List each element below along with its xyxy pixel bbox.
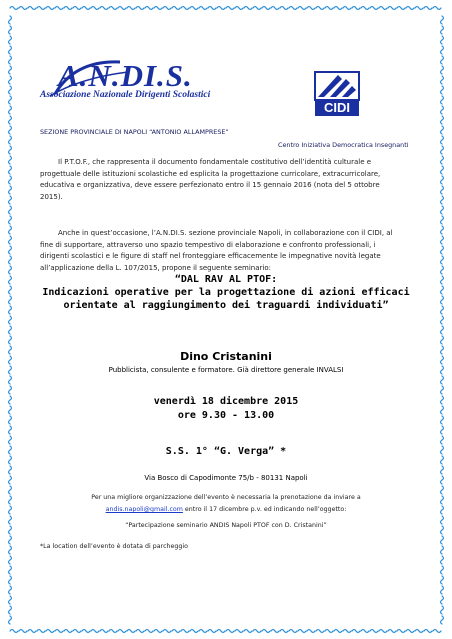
border-ornament — [9, 106, 12, 114]
border-ornament — [316, 630, 324, 633]
border-ornament — [280, 630, 288, 633]
border-ornament — [352, 630, 360, 633]
border-ornament — [441, 336, 444, 344]
border-ornament — [361, 7, 369, 10]
border-ornament — [9, 406, 12, 414]
border-ornament — [441, 376, 444, 384]
border-ornament — [433, 7, 441, 10]
border-ornament — [9, 336, 12, 344]
border-ornament — [9, 506, 12, 514]
border-ornament — [9, 456, 12, 464]
border-ornament — [19, 630, 27, 633]
border-ornament — [9, 256, 12, 264]
border-ornament — [262, 630, 270, 633]
border-ornament — [109, 7, 117, 10]
border-ornament — [361, 630, 369, 633]
border-ornament — [9, 366, 12, 374]
border-ornament — [441, 346, 444, 354]
border-ornament — [172, 7, 180, 10]
border-ornament — [73, 7, 81, 10]
border-ornament — [441, 196, 444, 204]
border-ornament — [379, 7, 387, 10]
border-ornament — [441, 266, 444, 274]
border-ornament — [307, 7, 315, 10]
seminar-title-line2: Indicazioni operative per la progettazione di azioni efficaci — [42, 287, 410, 298]
border-ornament — [441, 126, 444, 134]
border-ornament — [235, 7, 243, 10]
event-datetime — [20, 395, 432, 423]
border-ornament — [217, 630, 225, 633]
border-ornament — [441, 426, 444, 434]
border-ornament — [172, 630, 180, 633]
border-ornament — [9, 326, 12, 334]
section-label: SEZIONE PROVINCIALE DI NAPOLI “ANTONIO ALLAMPRESE” — [40, 128, 229, 136]
intro-text: Il P.T.O.F., che rappresenta il documento fondamentale costitutivo dell’identità culturale e progettuale delle istituzioni scolastiche ed esplicita la progettazione curricolare, extracurricolare, educativa e organizzativa, deve essere perfezionato entro il 15 gennaio 2016 (nota del 5 ottobre 2015). — [40, 158, 381, 201]
cidi-logo-name: CIDI — [324, 100, 350, 115]
border-ornament — [9, 556, 12, 564]
border-ornament — [9, 346, 12, 354]
border-ornament — [415, 7, 423, 10]
border-ornament — [280, 7, 288, 10]
border-ornament — [441, 86, 444, 94]
border-ornament — [9, 586, 12, 594]
border-ornament — [441, 556, 444, 564]
border-ornament — [19, 7, 27, 10]
booking-email-link[interactable]: andis.napoli@gmail.com — [105, 506, 183, 513]
border-ornament — [397, 7, 405, 10]
border-ornament — [9, 616, 12, 624]
border-ornament — [9, 226, 12, 234]
border-ornament — [388, 7, 396, 10]
border-ornament — [441, 306, 444, 314]
border-ornament — [441, 506, 444, 514]
border-ornament — [9, 416, 12, 424]
border-ornament — [441, 206, 444, 214]
border-ornament — [46, 630, 54, 633]
border-ornament — [441, 166, 444, 174]
event-date: venerdì 18 dicembre 2015 — [153, 396, 299, 407]
border-ornament — [441, 526, 444, 534]
border-ornament — [145, 7, 153, 10]
border-ornament — [9, 16, 12, 24]
border-ornament — [9, 446, 12, 454]
border-ornament — [441, 576, 444, 584]
border-ornament — [397, 630, 405, 633]
border-ornament — [9, 566, 12, 574]
border-ornament — [307, 630, 315, 633]
border-ornament — [441, 466, 444, 474]
border-ornament — [271, 630, 279, 633]
seminar-title-line3: orientate al raggiungimento dei traguardi individuati” — [63, 300, 389, 311]
border-ornament — [91, 630, 99, 633]
border-ornament — [271, 7, 279, 10]
border-ornament — [9, 316, 12, 324]
border-ornament — [9, 526, 12, 534]
border-ornament — [352, 7, 360, 10]
border-ornament — [343, 7, 351, 10]
border-ornament — [9, 496, 12, 504]
booking-line1: Per una migliore organizzazione dell’evento è necessaria la prenotazione da inviare a — [91, 494, 361, 501]
border-ornament — [441, 386, 444, 394]
border-ornament — [441, 456, 444, 464]
andis-logo-name: A.N.DI.S. — [58, 58, 193, 93]
border-ornament — [9, 576, 12, 584]
event-venue: S.S. 1° “G. Verga” * — [165, 446, 287, 457]
border-ornament — [9, 246, 12, 254]
border-ornament — [91, 7, 99, 10]
border-ornament — [441, 76, 444, 84]
border-ornament — [406, 7, 414, 10]
border-ornament — [9, 206, 12, 214]
border-ornament — [441, 486, 444, 494]
border-ornament — [379, 630, 387, 633]
border-ornament — [10, 7, 18, 10]
cidi-full-name: Centro Iniziativa Democratica Insegnanti — [278, 141, 409, 149]
border-ornament — [9, 136, 12, 144]
border-ornament — [441, 446, 444, 454]
border-ornament — [9, 26, 12, 34]
border-ornament — [28, 630, 36, 633]
border-ornament — [9, 286, 12, 294]
border-ornament — [441, 596, 444, 604]
border-ornament — [370, 7, 378, 10]
border-ornament — [9, 56, 12, 64]
border-ornament — [441, 236, 444, 244]
border-ornament — [253, 7, 261, 10]
border-ornament — [9, 276, 12, 284]
border-ornament — [441, 366, 444, 374]
border-ornament — [9, 606, 12, 614]
border-ornament — [441, 566, 444, 574]
border-ornament — [441, 156, 444, 164]
booking-line2-text: entro il 17 dicembre p.v. ed indicando nell’oggetto: — [182, 506, 347, 513]
andis-logo-subtitle: Associazione Nazionale Dirigenti Scolastici — [40, 90, 211, 100]
seminar-title — [20, 273, 432, 312]
border-ornament — [441, 606, 444, 614]
border-ornament — [136, 630, 144, 633]
border-ornament — [9, 76, 12, 84]
border-ornament — [441, 226, 444, 234]
border-ornament — [441, 536, 444, 544]
border-ornament — [9, 96, 12, 104]
border-ornament — [424, 7, 432, 10]
border-ornament — [441, 546, 444, 554]
speaker-description: Pubblicista, consulente e formatore. Già direttore generale INVALSI — [108, 366, 344, 374]
border-ornament — [298, 630, 306, 633]
border-ornament — [118, 7, 126, 10]
border-ornament — [127, 630, 135, 633]
border-ornament — [37, 630, 45, 633]
border-ornament — [100, 630, 108, 633]
border-ornament — [9, 356, 12, 364]
border-ornament — [190, 630, 198, 633]
border-ornament — [9, 596, 12, 604]
border-ornament — [181, 7, 189, 10]
border-ornament — [441, 116, 444, 124]
border-ornament — [441, 106, 444, 114]
proposal-paragraph — [40, 228, 402, 274]
border-ornament — [82, 630, 90, 633]
border-ornament — [441, 26, 444, 34]
border-ornament — [9, 176, 12, 184]
border-ornament — [441, 296, 444, 304]
border-ornament — [415, 630, 423, 633]
border-ornament — [441, 476, 444, 484]
border-ornament — [441, 16, 444, 24]
border-ornament — [441, 216, 444, 224]
border-ornament — [181, 630, 189, 633]
border-ornament — [441, 146, 444, 154]
border-ornament — [9, 386, 12, 394]
border-ornament — [441, 516, 444, 524]
border-ornament — [262, 7, 270, 10]
border-ornament — [424, 630, 432, 633]
border-ornament — [441, 586, 444, 594]
border-ornament — [9, 516, 12, 524]
border-ornament — [9, 546, 12, 554]
border-ornament — [388, 630, 396, 633]
border-ornament — [9, 46, 12, 54]
border-ornament — [9, 66, 12, 74]
border-ornament — [9, 236, 12, 244]
event-address: Via Bosco di Capodimonte 75/b - 80131 Napoli — [144, 474, 308, 482]
border-ornament — [253, 630, 261, 633]
border-ornament — [154, 7, 162, 10]
border-ornament — [441, 176, 444, 184]
border-ornament — [441, 356, 444, 364]
border-ornament — [9, 196, 12, 204]
border-ornament — [441, 36, 444, 44]
seminar-title-line1: “DAL RAV AL PTOF: — [174, 274, 278, 285]
border-ornament — [154, 630, 162, 633]
border-ornament — [109, 630, 117, 633]
border-ornament — [441, 416, 444, 424]
border-ornament — [441, 276, 444, 284]
border-ornament — [289, 630, 297, 633]
border-ornament — [118, 630, 126, 633]
border-ornament — [199, 7, 207, 10]
parking-footnote: *La location dell’evento è dotata di parcheggio — [40, 543, 189, 550]
border-ornament — [9, 296, 12, 304]
border-ornament — [441, 436, 444, 444]
booking-subject: “Partecipazione seminario ANDIS Napoli PTOF con D. Cristanini” — [125, 522, 327, 529]
border-ornament — [64, 630, 72, 633]
intro-paragraph — [40, 157, 402, 203]
border-ornament — [64, 7, 72, 10]
border-ornament — [316, 7, 324, 10]
border-ornament — [208, 630, 216, 633]
border-ornament — [343, 630, 351, 633]
border-ornament — [163, 7, 171, 10]
border-ornament — [441, 56, 444, 64]
border-ornament — [325, 630, 333, 633]
border-ornament — [441, 66, 444, 74]
cidi-logo — [312, 70, 362, 118]
border-ornament — [9, 466, 12, 474]
border-ornament — [163, 630, 171, 633]
border-ornament — [235, 630, 243, 633]
border-ornament — [9, 536, 12, 544]
border-ornament — [441, 406, 444, 414]
border-ornament — [9, 86, 12, 94]
event-time: ore 9.30 - 13.00 — [177, 410, 275, 421]
border-ornament — [9, 36, 12, 44]
border-ornament — [9, 186, 12, 194]
border-ornament — [9, 126, 12, 134]
border-ornament — [226, 7, 234, 10]
border-ornament — [441, 186, 444, 194]
speaker-name: Dino Cristanini — [180, 350, 272, 363]
border-ornament — [325, 7, 333, 10]
border-ornament — [441, 396, 444, 404]
border-ornament — [9, 216, 12, 224]
border-ornament — [127, 7, 135, 10]
border-ornament — [136, 7, 144, 10]
border-ornament — [10, 630, 18, 633]
border-ornament — [28, 7, 36, 10]
border-ornament — [433, 630, 441, 633]
border-ornament — [441, 96, 444, 104]
border-ornament — [9, 146, 12, 154]
border-ornament — [441, 616, 444, 624]
border-ornament — [370, 630, 378, 633]
border-ornament — [9, 116, 12, 124]
border-ornament — [441, 286, 444, 294]
border-ornament — [289, 7, 297, 10]
border-ornament — [441, 256, 444, 264]
border-ornament — [55, 630, 63, 633]
border-ornament — [9, 486, 12, 494]
border-ornament — [208, 7, 216, 10]
border-ornament — [37, 7, 45, 10]
border-ornament — [145, 630, 153, 633]
border-ornament — [298, 7, 306, 10]
border-ornament — [441, 316, 444, 324]
border-ornament — [244, 7, 252, 10]
border-ornament — [334, 630, 342, 633]
border-ornament — [441, 246, 444, 254]
border-ornament — [406, 630, 414, 633]
border-ornament — [9, 166, 12, 174]
border-ornament — [9, 476, 12, 484]
border-ornament — [9, 426, 12, 434]
border-ornament — [9, 396, 12, 404]
border-ornament — [46, 7, 54, 10]
border-ornament — [9, 376, 12, 384]
border-ornament — [9, 436, 12, 444]
border-ornament — [9, 156, 12, 164]
border-ornament — [441, 496, 444, 504]
border-ornament — [441, 326, 444, 334]
border-ornament — [199, 630, 207, 633]
border-ornament — [226, 630, 234, 633]
border-ornament — [190, 7, 198, 10]
border-ornament — [55, 7, 63, 10]
proposal-text: Anche in quest’occasione, l’A.N.DI.S. sezione provinciale Napoli, in collaborazione con il CIDI, al fine di supportare, attraverso uno spazio tempestivo di elaborazione e confronto professionali, i dirigenti scolastici e le figure di staff nel fronteggiare efficacemente le impegnative novità legate all’applicazione della L. 107/2015, propone il seguente seminario: — [40, 229, 393, 272]
border-ornament — [100, 7, 108, 10]
border-ornament — [334, 7, 342, 10]
border-ornament — [217, 7, 225, 10]
border-ornament — [9, 306, 12, 314]
border-ornament — [244, 630, 252, 633]
border-ornament — [441, 136, 444, 144]
border-ornament — [9, 266, 12, 274]
booking-line2 — [20, 506, 432, 513]
border-ornament — [73, 630, 81, 633]
border-ornament — [82, 7, 90, 10]
border-ornament — [441, 46, 444, 54]
